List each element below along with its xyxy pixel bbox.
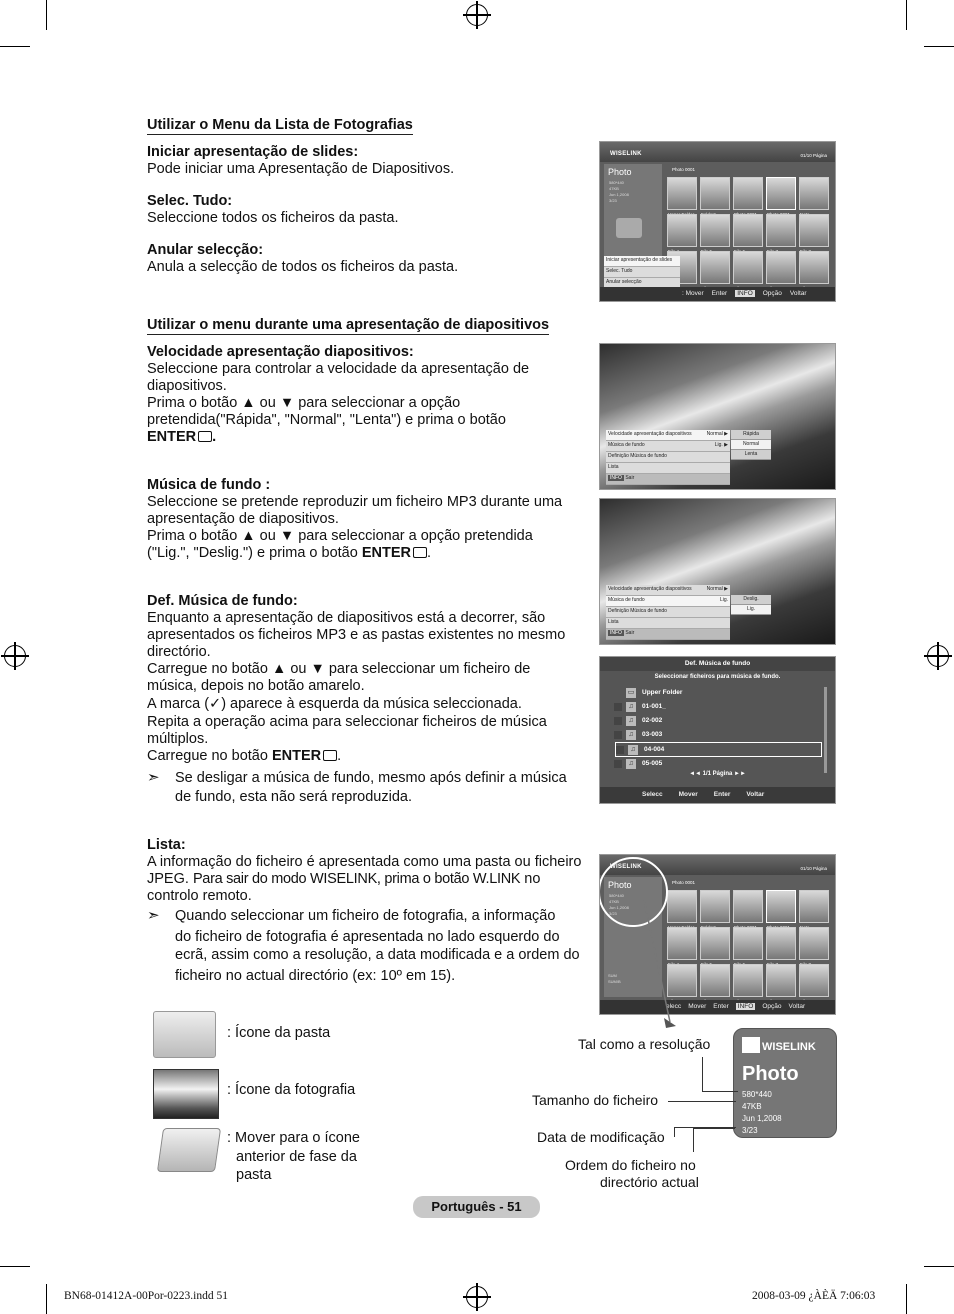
background-music-dialog <box>599 656 836 804</box>
menu-item-def-music[interactable]: Definição Música de fundo <box>606 452 730 463</box>
camera-icon <box>616 218 642 238</box>
option-hint: Opção <box>762 1003 782 1010</box>
callout-order: Ordem do ficheiro no <box>565 1157 696 1173</box>
photo-icon <box>153 1069 219 1119</box>
dialog-title: Def. Música de fundo <box>600 657 835 671</box>
enter-hint: Enter <box>711 290 728 297</box>
upper-folder-label: anterior de fase da <box>236 1149 357 1165</box>
photo-thumb[interactable] <box>766 177 796 210</box>
move-hint: Mover <box>678 791 698 798</box>
thumbnail-grid <box>667 177 829 284</box>
item-text: Seleccione todos os ficheiros da pasta. <box>147 210 399 226</box>
enter-icon <box>413 547 427 558</box>
note-text: Quando seleccionar um ficheiro de fotografia, a informação <box>175 908 556 924</box>
option-slow[interactable]: Lenta <box>731 450 771 460</box>
slideshow-speed-screen <box>599 343 836 490</box>
zoomed-info-panel <box>733 1028 837 1138</box>
photo-thumb[interactable] <box>733 251 763 284</box>
checkbox[interactable] <box>614 731 622 739</box>
zoom-resolution: 580*440 <box>742 1090 772 1099</box>
pager[interactable]: ◄◄ 1/1 Página ►► <box>689 771 746 777</box>
move-hint: Mover <box>688 1003 707 1010</box>
photo-id: Photo 0001 <box>672 880 696 885</box>
return-hint: Voltar <box>746 791 765 798</box>
crop-mark <box>0 46 30 47</box>
menu-item-deselect[interactable]: Anular selecção <box>604 278 680 289</box>
folder-icon-label: : Ícone da pasta <box>227 1025 331 1041</box>
button-bar <box>600 1000 835 1014</box>
note-arrow-icon: ➣ <box>147 769 160 786</box>
photo-thumb[interactable] <box>733 890 763 923</box>
music-note-icon: ♫ <box>626 759 636 769</box>
music-note-icon: ♫ <box>628 745 638 755</box>
list-item[interactable]: ▭ Upper Folder <box>627 688 683 696</box>
speed-text: ENTER . <box>147 429 217 445</box>
lista-text: controlo remoto. <box>147 888 252 904</box>
registration-mark <box>927 645 949 667</box>
folder-thumb[interactable] <box>667 177 697 210</box>
item-title: Anular selecção: <box>147 242 264 258</box>
photo-id: Photo 0001 <box>672 167 696 172</box>
photo-icon-label: : Ícone da fotografia <box>227 1082 356 1098</box>
list-item[interactable]: ♫ 02-002 <box>614 714 821 727</box>
list-item[interactable]: ♫ 05-005 <box>614 757 821 770</box>
wiselink-logo: WISELINK <box>610 151 642 157</box>
note-text: ficheiro no actual directório (ex: 10º em 15). <box>175 968 456 984</box>
photo-thumb[interactable] <box>799 964 829 997</box>
return-hint: Voltar <box>788 1003 806 1010</box>
photo-thumb[interactable] <box>700 214 730 247</box>
music-title: Música de fundo : <box>147 477 271 493</box>
print-stamp: 2008-03-09 ¿ÀÈÄ 7:06:03 <box>752 1290 876 1302</box>
menu-item-speed[interactable]: Velocidade apresentação diapositivos Normal ▶ <box>606 585 730 596</box>
page-indicator: 01/10 Página <box>800 866 827 871</box>
dialog-subtitle: Seleccionar ficheiros para música de fundo. <box>654 674 781 680</box>
return-hint: Voltar <box>789 290 807 297</box>
photo-label: Photo <box>608 167 632 177</box>
music-options <box>731 595 771 615</box>
crop-mark <box>924 46 954 47</box>
defmusic-text: apresentados os ficheiros MP3 e as pastas existentes no mesmo <box>147 627 566 643</box>
photo-thumb[interactable] <box>766 214 796 247</box>
defmusic-text: múltiplos. <box>147 731 209 747</box>
photo-thumb[interactable] <box>799 927 829 960</box>
menu-item-music[interactable]: Música de fundo Lig. <box>606 596 730 607</box>
select-hint: elecc <box>666 1003 682 1010</box>
option-off[interactable]: Deslig. <box>731 595 771 605</box>
photo-thumb[interactable] <box>799 251 829 284</box>
crop-mark <box>906 0 907 30</box>
lista-title: Lista: <box>147 837 186 853</box>
music-text: Seleccione se pretende reproduzir um ficheiro MP3 durante uma <box>147 494 563 510</box>
defmusic-title: Def. Música de fundo: <box>147 593 298 609</box>
registration-mark <box>466 1286 488 1308</box>
page-number: Português - 51 <box>413 1196 540 1218</box>
speed-text: Prima o botão ▲ ou ▼ para seleccionar a opção <box>147 395 461 411</box>
wiselink-logo: WISELINK <box>610 864 642 870</box>
info-badge: INFO <box>610 475 622 481</box>
photo-thumb[interactable] <box>733 177 763 210</box>
callout-size: Tamanho do ficheiro <box>532 1092 659 1108</box>
info-resolution: 580*440 <box>609 180 624 185</box>
enter-hint: Enter <box>713 1003 729 1010</box>
speed-text: pretendida("Rápida", "Normal", "Lenta") e prima o botão <box>147 412 506 428</box>
thumbnail-grid <box>667 890 829 997</box>
music-note-icon: ♫ <box>626 702 636 712</box>
wiselink-logo-icon <box>742 1037 760 1053</box>
item-text: Anula a selecção de todos os ficheiros da pasta. <box>147 259 459 275</box>
wiselink-logo: WISELINK <box>762 1041 816 1053</box>
move-hint: : Mover <box>682 290 704 297</box>
exit-label[interactable]: Sair <box>625 630 635 636</box>
info-order: 3/23 <box>609 198 617 203</box>
info-badge: INFO <box>737 290 753 297</box>
defmusic-text: música, depois no botão amarelo. <box>147 678 365 694</box>
zoom-size: 47KB <box>742 1102 762 1111</box>
callout-date: Data de modificação <box>537 1129 665 1145</box>
page-indicator: 01/10 Página <box>800 153 827 158</box>
list-item[interactable]: ♫ 03-003 <box>614 728 821 741</box>
checkbox[interactable] <box>614 760 622 768</box>
section2-heading: Utilizar o menu durante uma apresentação de diapositivos <box>147 317 550 333</box>
item-text: Pode iniciar uma Apresentação de Diapositivos. <box>147 161 455 177</box>
item-title: Selec. Tudo: <box>147 193 233 209</box>
speed-title: Velocidade apresentação diapositivos: <box>147 344 414 360</box>
slideshow-music-screen <box>599 498 836 645</box>
photo-thumb[interactable] <box>766 927 796 960</box>
callout-order: directório actual <box>600 1174 699 1190</box>
crop-mark <box>46 1284 47 1314</box>
photo-thumb[interactable] <box>700 964 730 997</box>
upper-folder-label: : Mover para o ícone <box>227 1130 360 1146</box>
button-bar <box>600 787 835 803</box>
exit-label[interactable]: Sair <box>625 475 635 481</box>
file-name: BN68-01412A-00Por-0223.indd 51 <box>64 1290 228 1302</box>
photo-thumb[interactable] <box>700 251 730 284</box>
menu-item-speed[interactable]: Velocidade apresentação diapositivos Normal ▶ <box>606 430 730 441</box>
menu-item-music[interactable]: Música de fundo Lig. ▶ <box>606 441 730 452</box>
crop-mark <box>46 0 47 30</box>
item-title: Iniciar apresentação de slides: <box>147 144 359 160</box>
folder-icon: ▭ <box>627 688 635 696</box>
photo-thumb[interactable] <box>766 251 796 284</box>
defmusic-text: A marca (✓) aparece à esquerda da música seleccionada. <box>147 696 522 712</box>
scrollbar[interactable] <box>824 687 827 773</box>
crop-mark <box>0 1266 30 1267</box>
menu-item-start-slideshow[interactable]: Iniciar apresentação de slides <box>604 256 680 267</box>
music-note-icon: ♫ <box>626 730 636 740</box>
defmusic-text: Repita a operação acima para seleccionar ficheiros de música <box>147 714 547 730</box>
list-item-selected[interactable]: ♫ 04-004 <box>616 743 821 756</box>
note-text: ecrã, assim como a resolução, a data modificada e a ordem do <box>175 947 580 963</box>
speed-text: Seleccione para controlar a velocidade da apresentação de <box>147 361 530 377</box>
folder-thumb[interactable] <box>700 890 730 923</box>
zoom-date: Jun 1,2008 <box>742 1114 782 1123</box>
section1-heading: Utilizar o Menu da Lista de Fotografias <box>147 117 413 133</box>
photo-list-info-screen <box>599 854 836 1015</box>
option-on[interactable]: Lig. <box>731 605 771 615</box>
registration-mark <box>4 645 26 667</box>
menu-item-list[interactable]: Lista <box>606 618 730 629</box>
defmusic-text: Carregue no botão ▲ ou ▼ para seleccionar um ficheiro de <box>147 661 531 677</box>
folder-thumb[interactable] <box>700 177 730 210</box>
speed-options <box>731 430 771 460</box>
info-size: 47KB <box>609 186 619 191</box>
enter-hint: Enter <box>713 791 731 798</box>
photo-thumb[interactable] <box>700 927 730 960</box>
slideshow-menu <box>606 430 730 485</box>
music-text: ("Lig.", "Deslig.") e prima o botão ENTER . <box>147 545 432 561</box>
enter-icon <box>323 750 337 761</box>
checkbox[interactable] <box>614 703 622 711</box>
music-note-icon: ♫ <box>626 716 636 726</box>
music-text: apresentação de diapositivos. <box>147 511 339 527</box>
note-text: do ficheiro de fotografia é apresentada no lado esquerdo do <box>175 929 560 945</box>
info-badge: INFO <box>610 630 622 636</box>
defmusic-text: directório. <box>147 644 211 660</box>
checkbox[interactable] <box>616 746 624 754</box>
info-date: Jun 1,2008 <box>609 192 629 197</box>
note-text: de fundo, esta não será reproduzida. <box>175 789 412 805</box>
slideshow-menu <box>606 585 730 640</box>
defmusic-text: Carregue no botão ENTER . <box>147 748 342 764</box>
defmusic-text: Enquanto a apresentação de diapositivos está a decorrer, são <box>147 610 546 626</box>
lista-text: JPEG. Para sair do modo WISELINK, prima o botão W.LINK no <box>147 871 541 887</box>
info-badge: INFO <box>737 1003 754 1010</box>
info-date: Jun 1,2008 <box>609 905 629 910</box>
side-label: SUM <box>608 973 617 978</box>
photo-thumb[interactable] <box>799 214 829 247</box>
upper-folder-label: pasta <box>236 1167 272 1183</box>
speed-text: diapositivos. <box>147 378 227 394</box>
music-text: Prima o botão ▲ ou ▼ para seleccionar a opção pretendida <box>147 528 533 544</box>
crop-mark <box>906 1284 907 1314</box>
photo-label: Photo <box>608 880 632 890</box>
select-hint: Selecc <box>642 791 663 798</box>
menu-item-select-all[interactable]: Selec. Tudo <box>604 267 680 278</box>
option-normal[interactable]: Normal <box>731 440 771 450</box>
option-hint: Opção <box>762 290 782 297</box>
enter-icon <box>198 431 212 442</box>
folder-icon <box>153 1011 216 1058</box>
upper-folder-icon <box>157 1128 221 1172</box>
zoom-title: Photo <box>742 1063 799 1085</box>
zoom-order: 3/23 <box>742 1126 758 1135</box>
checkbox[interactable] <box>614 717 622 725</box>
photo-thumb[interactable] <box>766 964 796 997</box>
photo-thumb[interactable] <box>766 890 796 923</box>
side-label: SUM/B <box>608 979 621 984</box>
photo-thumb[interactable] <box>667 214 697 247</box>
info-resolution: 580*440 <box>609 893 624 898</box>
lista-text: A informação do ficheiro é apresentada como uma pasta ou ficheiro <box>147 854 582 870</box>
info-size: 47KB <box>609 899 619 904</box>
menu-item-def-music[interactable]: Definição Música de fundo <box>606 607 730 618</box>
photo-thumb[interactable] <box>799 177 829 210</box>
button-bar <box>600 287 835 301</box>
photo-thumb[interactable] <box>733 964 763 997</box>
note-text: Se desligar a música de fundo, mesmo após definir a música <box>175 770 567 786</box>
pointer-line <box>644 900 670 1022</box>
registration-mark <box>466 4 488 26</box>
photo-list-screen <box>599 141 836 302</box>
photo-thumb[interactable] <box>733 214 763 247</box>
option-fast[interactable]: Rápida <box>731 430 771 440</box>
info-order: 3/23 <box>609 911 617 916</box>
menu-item-list[interactable]: Lista <box>606 463 730 474</box>
crop-mark <box>924 1266 954 1267</box>
note-arrow-icon: ➣ <box>147 907 160 924</box>
callout-resolution: Tal como a resolução <box>578 1036 711 1052</box>
list-item[interactable]: ♫ 01-001_ <box>614 700 821 713</box>
photo-thumb[interactable] <box>799 890 829 923</box>
zoom-pointer <box>640 900 680 1030</box>
photo-thumb[interactable] <box>733 927 763 960</box>
